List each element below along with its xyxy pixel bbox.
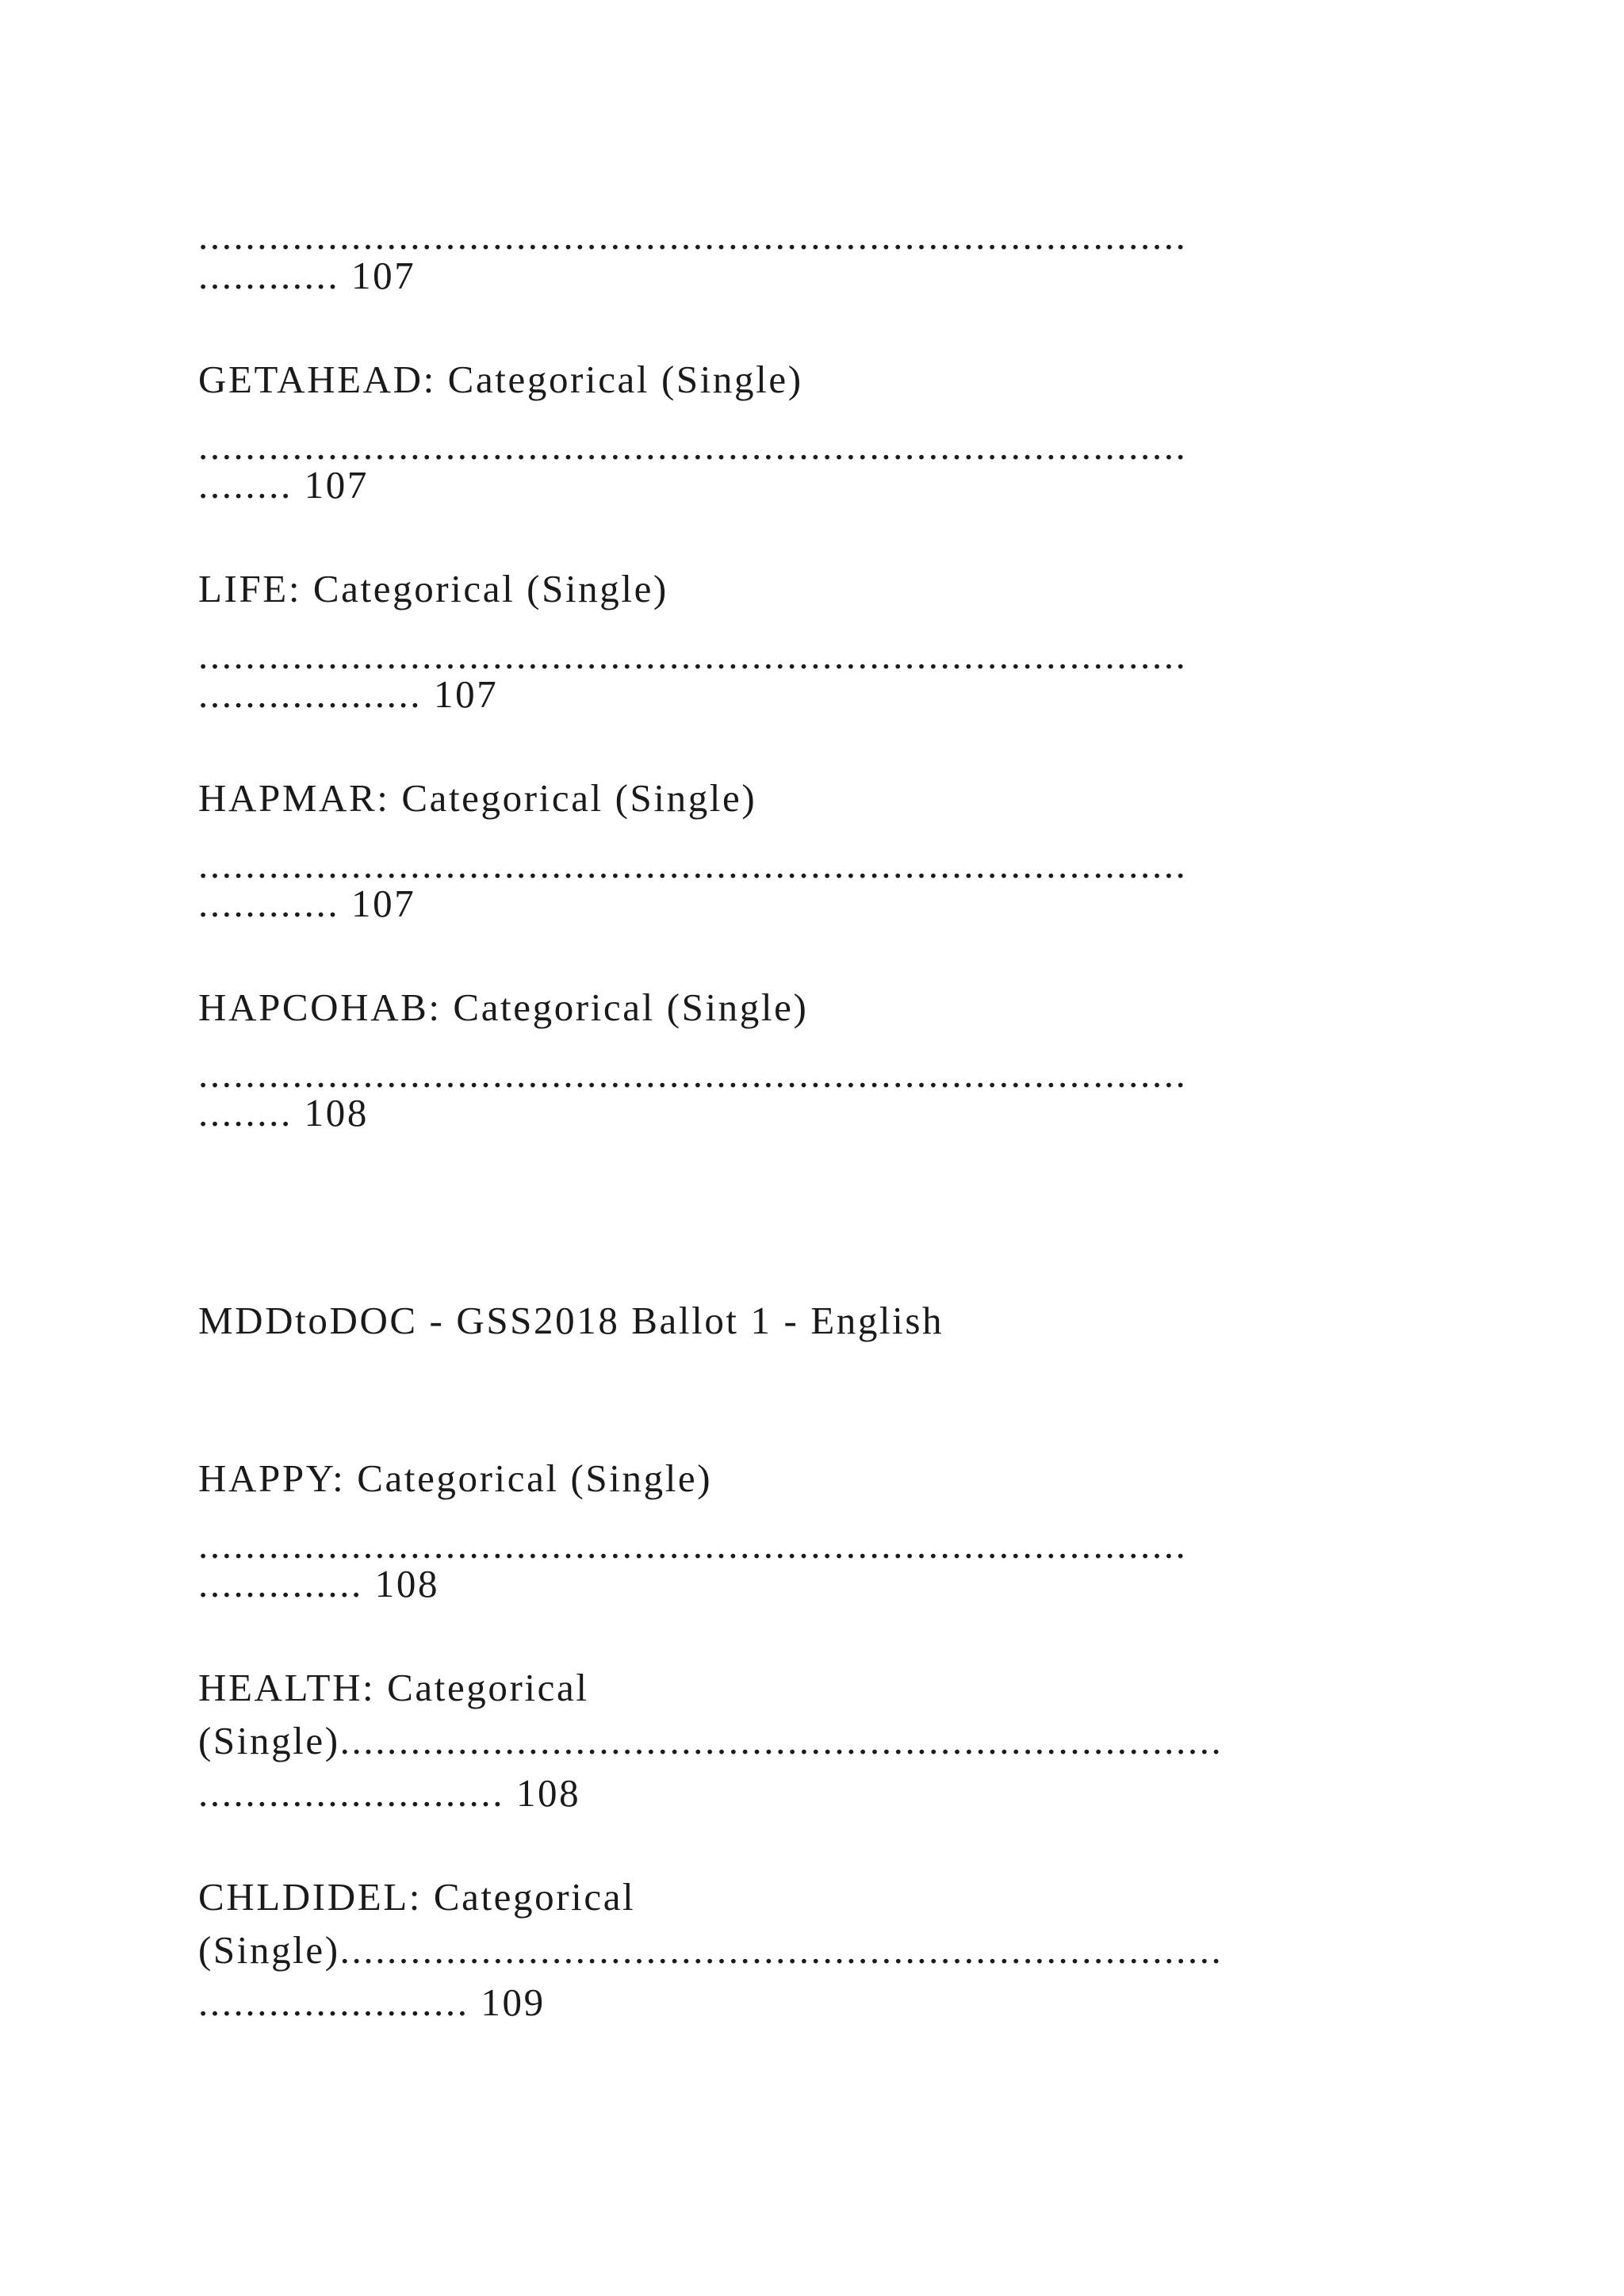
toc-entry-life: LIFE: Categorical (Single) bbox=[198, 567, 668, 610]
document-page bbox=[198, 0, 1435, 2296]
toc-leader-line: .................................................................................... bbox=[198, 843, 1188, 886]
toc-entry-chldidel: CHLDIDEL: Categorical bbox=[198, 1875, 636, 1919]
toc-leader-line: .................................................................................... bbox=[198, 424, 1188, 468]
toc-page-number-line: .............. 108 bbox=[198, 1562, 440, 1605]
toc-entry-hapcohab: HAPCOHAB: Categorical (Single) bbox=[198, 985, 809, 1029]
toc-leader-line: .................................................................................... bbox=[198, 1052, 1188, 1096]
toc-page-number-line: .......................... 108 bbox=[198, 1771, 581, 1815]
toc-page-number-line: ....................... 109 bbox=[198, 1980, 546, 2024]
toc-leader-line: (Single)........................................................................... bbox=[198, 1928, 1224, 1972]
toc-page-number-line: ............ 107 bbox=[198, 254, 416, 297]
toc-page-number-line: ........ 108 bbox=[198, 1091, 369, 1135]
toc-leader-line: .................................................................................... bbox=[198, 1523, 1188, 1567]
toc-leader-line: (Single)........................................................................... bbox=[198, 1719, 1224, 1762]
page-header: MDDtoDOC - GSS2018 Ballot 1 - English bbox=[198, 1299, 944, 1342]
toc-entry-hapmar: HAPMAR: Categorical (Single) bbox=[198, 776, 757, 820]
toc-page-number-line: ................... 107 bbox=[198, 672, 499, 716]
toc-entry-happy: HAPPY: Categorical (Single) bbox=[198, 1456, 713, 1500]
toc-entry-health: HEALTH: Categorical bbox=[198, 1666, 589, 1709]
toc-leader-line: .................................................................................... bbox=[198, 214, 1188, 258]
toc-entry-getahead: GETAHEAD: Categorical (Single) bbox=[198, 358, 803, 401]
toc-page-number-line: ............ 107 bbox=[198, 882, 416, 925]
toc-page-number-line: ........ 107 bbox=[198, 463, 369, 507]
toc-leader-line: .................................................................................... bbox=[198, 633, 1188, 677]
